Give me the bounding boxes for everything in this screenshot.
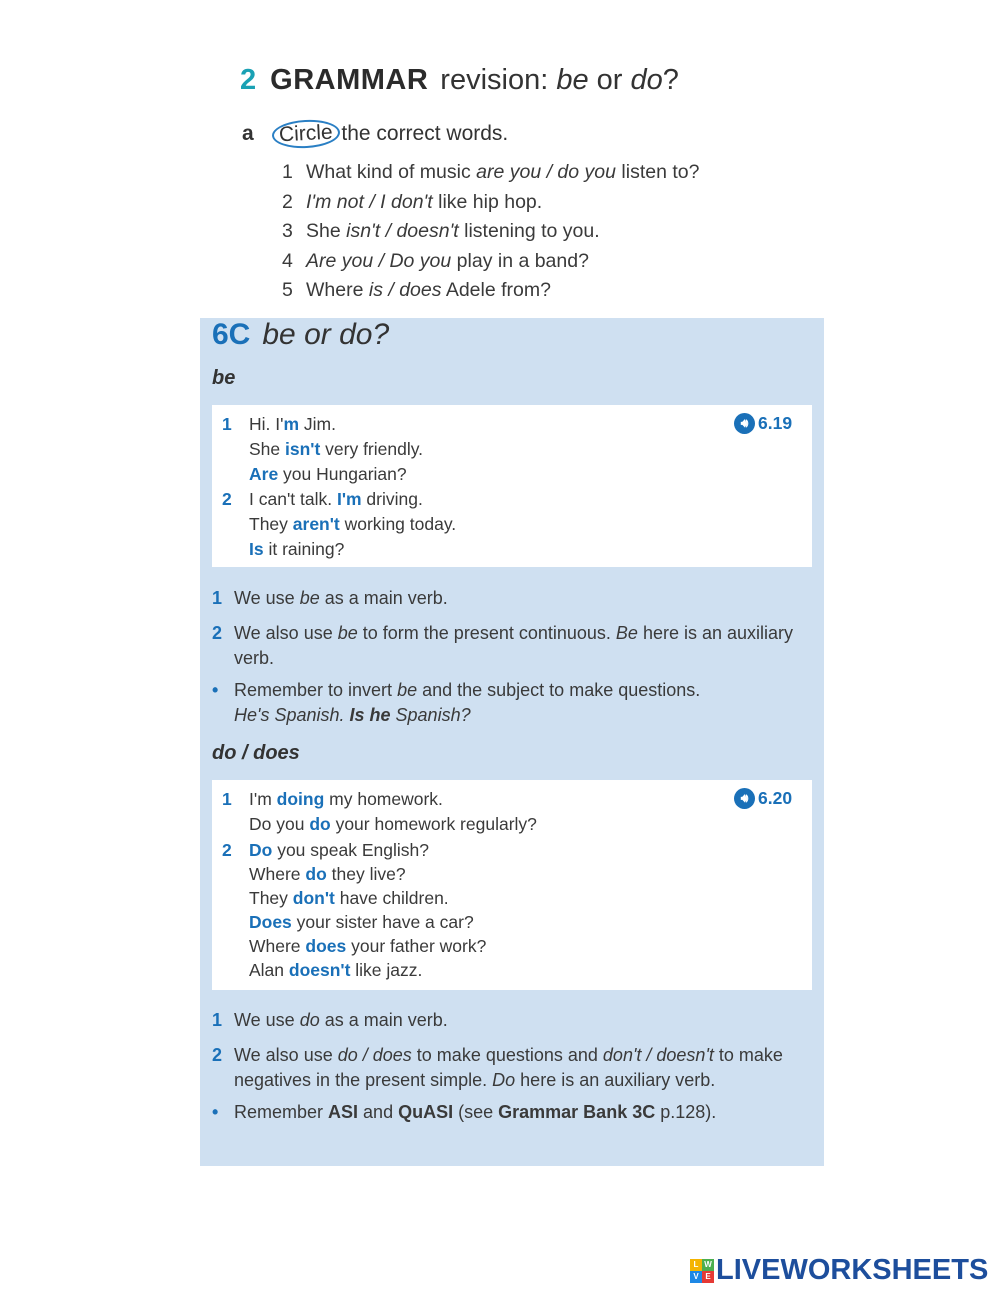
logo-mark-icon: L W V E	[690, 1259, 714, 1283]
exercise-number: 2	[240, 64, 257, 96]
section-heading-be: be	[212, 367, 236, 389]
audio-track: 6.20	[758, 788, 793, 808]
item-number: 3	[282, 220, 293, 242]
audio-button-be[interactable]	[734, 413, 792, 434]
example-line: Are you Hungarian?	[249, 464, 407, 484]
grammar-title: be or do?	[262, 318, 390, 351]
example-line: 1 I'm doing my homework.	[222, 789, 443, 809]
grammar-label: GRAMMAR	[270, 64, 429, 96]
example-line: 1 Hi. I'm Jim.	[222, 414, 336, 434]
item-post: like hip hop.	[432, 190, 543, 213]
be-rules	[212, 586, 802, 728]
example-line: They aren't working today.	[249, 514, 457, 534]
heading-or: or	[588, 64, 631, 96]
do-rules	[212, 1008, 802, 1125]
example-line: Do you do your homework regularly?	[249, 813, 537, 834]
example-line: 2 I can't talk. I'm driving.	[222, 489, 423, 509]
grammar-code: 6C	[212, 318, 251, 351]
item-options[interactable]: I'm not / I don't	[306, 190, 433, 213]
item-options[interactable]: Are you / Do you	[306, 249, 452, 272]
item-pre: Where	[306, 279, 369, 301]
item-options[interactable]: isn't / doesn't	[346, 220, 459, 242]
heading-qmark: ?	[662, 64, 679, 96]
speaker-icon: 🔊︎	[734, 413, 755, 434]
exercise-instruction	[242, 120, 508, 148]
rule-1: 1 We use do as a main verb.	[212, 1010, 448, 1030]
audio-track: 6.19	[758, 413, 793, 433]
exercise-item[interactable]	[282, 276, 699, 306]
example-line: Is it raining?	[249, 539, 345, 559]
example-line: They don't have children.	[249, 887, 449, 908]
part-letter: a	[242, 122, 254, 145]
be-examples	[222, 412, 642, 562]
exercise-item[interactable]	[282, 217, 699, 247]
exercise-item[interactable]	[282, 247, 699, 277]
example-line: Alan doesn't like jazz.	[249, 959, 423, 980]
rule-bullet: • Remember ASI and QuASI (see Grammar Bank 3C p.128).	[212, 1102, 717, 1122]
example-line: She isn't very friendly.	[249, 439, 424, 459]
item-post: Adele from?	[441, 279, 551, 301]
item-post: listen to?	[615, 161, 700, 183]
example-line: 2 Do you speak English?	[222, 839, 429, 860]
item-number: 5	[282, 279, 293, 301]
rule-2: 2 We also use be to form the present continuous. Be here is an auxiliary verb.	[212, 623, 794, 668]
circle-word: Circle	[271, 118, 340, 150]
section-heading-do: do / does	[212, 742, 300, 764]
exercise-items	[282, 158, 699, 306]
item-pre: She	[306, 220, 347, 242]
exercise-heading	[240, 64, 679, 97]
heading-do: do	[630, 64, 663, 96]
rule-1: 1 We use be as a main verb.	[212, 588, 448, 608]
speaker-icon: 🔊︎	[734, 788, 755, 809]
item-post: play in a band?	[451, 249, 589, 272]
audio-button-do[interactable]	[734, 788, 792, 809]
heading-be: be	[556, 64, 589, 96]
exercise-item[interactable]	[282, 188, 699, 218]
grammar-box-title	[212, 318, 389, 352]
rule-2: 2 We also use do / does to make questions and don't / doesn't to make negatives in the present simple. Do here is an auxiliary verb.	[212, 1045, 783, 1090]
item-options[interactable]: are you / do you	[476, 161, 616, 183]
logo-text: LIVEWORKSHEETS	[716, 1254, 989, 1286]
example-line: Does your sister have a car?	[249, 911, 474, 932]
exercise-item[interactable]	[282, 158, 699, 188]
instruction-text: the correct words.	[341, 122, 509, 145]
rule-bullet: • Remember to invert be and the subject to make questions. He's Spanish. Is he Spanish?	[212, 680, 701, 725]
item-options[interactable]: is / does	[368, 279, 442, 301]
example-line: Where does your father work?	[249, 935, 487, 956]
heading-text: revision:	[440, 64, 557, 96]
do-examples	[222, 787, 642, 982]
example-line: Where do they live?	[249, 863, 406, 884]
item-pre: What kind of music	[306, 161, 477, 183]
liveworksheets-logo	[690, 1254, 988, 1287]
item-number: 1	[282, 161, 293, 183]
item-post: listening to you.	[458, 220, 600, 242]
item-number: 2	[282, 190, 293, 213]
item-number: 4	[282, 249, 293, 272]
